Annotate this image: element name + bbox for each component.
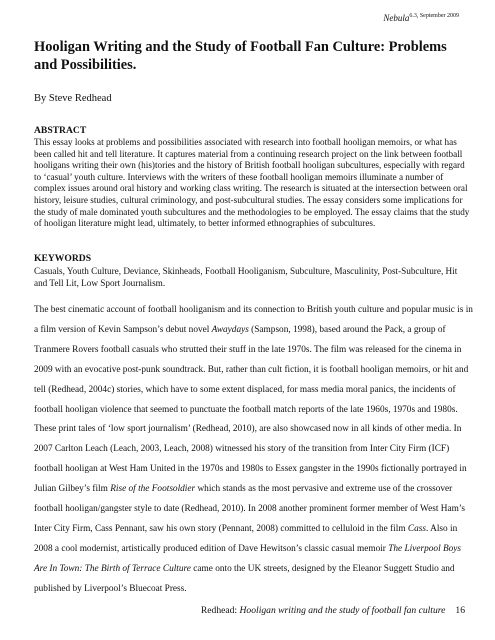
body-text-run: (Sampson, 1998), based around the Pack, a group of Tranmere Rovers football casuals who strutted their stuff in the late 1970s. The film was released for the cinema in 2009 with an evocative post-punk soundtrack. But, rather than cult fiction, it is football hooligan memoirs, or hit and tell (Redhead, 2004c) stories, which have to some extent displaced, for mass media moral panics, the incidents of football hooligan violence that seemed to punctuate the football match reports of the late 1960s, 1970s and 1980s. These print tales of ‘low sport journalism’ (Redhead, 2010), are also showcased now in all kinds of other media. In 2007 Carlton Leach (Leach, 2003, Leach, 2008) witnessed his story of the transition from Inter City Firm (ICF) football hooligan at West Ham United in the 1970s and 1980s to Essex gangster in the 1990s fictionally portrayed in Julian Gilbey’s film xyxy=(34,324,469,495)
body-text-run: The best cinematic account of football hooliganism and its connection to British youth culture and popular music is in a film version of Kevin Sampson’s debut novel xyxy=(34,305,473,335)
body-paragraph xyxy=(34,301,474,600)
page-number: 16 xyxy=(455,605,465,616)
keywords-text: Casuals, Youth Culture, Deviance, Skinheads, Football Hooliganism, Subculture, Masculinity, Post-Subculture, Hit and Tell Lit, Low Sport Journalism. xyxy=(34,266,458,288)
footer-author: Redhead: xyxy=(200,605,240,616)
keywords-heading: KEYWORDS xyxy=(34,253,92,264)
article-title: Hooligan Writing and the Study of Football Fan Culture: Problems and Possibilities. xyxy=(34,39,447,73)
body-text-run: which stands as the most pervasive and extreme use of the crossover football hooligan/gangster style to date (Redhead, 2010). In 2008 another prominent former member of West Ham’s Inter City Firm, Cass Pennant, saw his own story (Pennant, 2008) committed to celluloid in the film xyxy=(34,484,466,534)
cited-title: Rise of the Footsoldier xyxy=(110,484,196,495)
cited-title: Awaydays xyxy=(211,324,249,335)
author-byline: By Steve Redhead xyxy=(34,93,112,104)
journal-name: Nebula xyxy=(383,13,410,23)
abstract-text: This essay looks at problems and possibilities associated with research into football hooligan memoirs, or what has been called hit and tell literature. It captures material from a continuing research project on the link between football hooligans writing their own (his)tories and the history of British football hooligan subcultures, especially with regard to ‘casual’ youth culture. Interviews with the writers of these football hooligan memoirs illuminate a number of complex issues around oral history and working class writing. The research is situated at the intersection between oral history, leisure studies, cultural criminology, and post-subcultural studies. The essay considers some implications for the study of male dominated youth subcultures and the methodologies to be employed. The essay claims that the study of hooligan literature might lead, ultimately, to better informed ethnographies of subcultures. xyxy=(34,137,470,229)
cited-title: The Liverpool Boys Are In Town: The Birth of Terrace Culture xyxy=(34,543,462,574)
page-footer xyxy=(201,605,465,616)
abstract-heading: ABSTRACT xyxy=(34,125,87,136)
body-text-run: came onto the UK streets, designed by the Eleanor Suggett Studio and published by Liverpool’s Bluecoat Press. xyxy=(34,563,455,594)
journal-issue: 6.3, September 2009 xyxy=(409,13,459,19)
journal-header xyxy=(383,13,459,23)
footer-running-title: Hooligan writing and the study of football fan culture xyxy=(239,605,446,616)
cited-title: Cass xyxy=(407,523,426,534)
body-text-run: . Also in 2008 a cool modernist, artistically produced edition of Dave Hewitson’s classic casual memoir xyxy=(34,523,458,554)
